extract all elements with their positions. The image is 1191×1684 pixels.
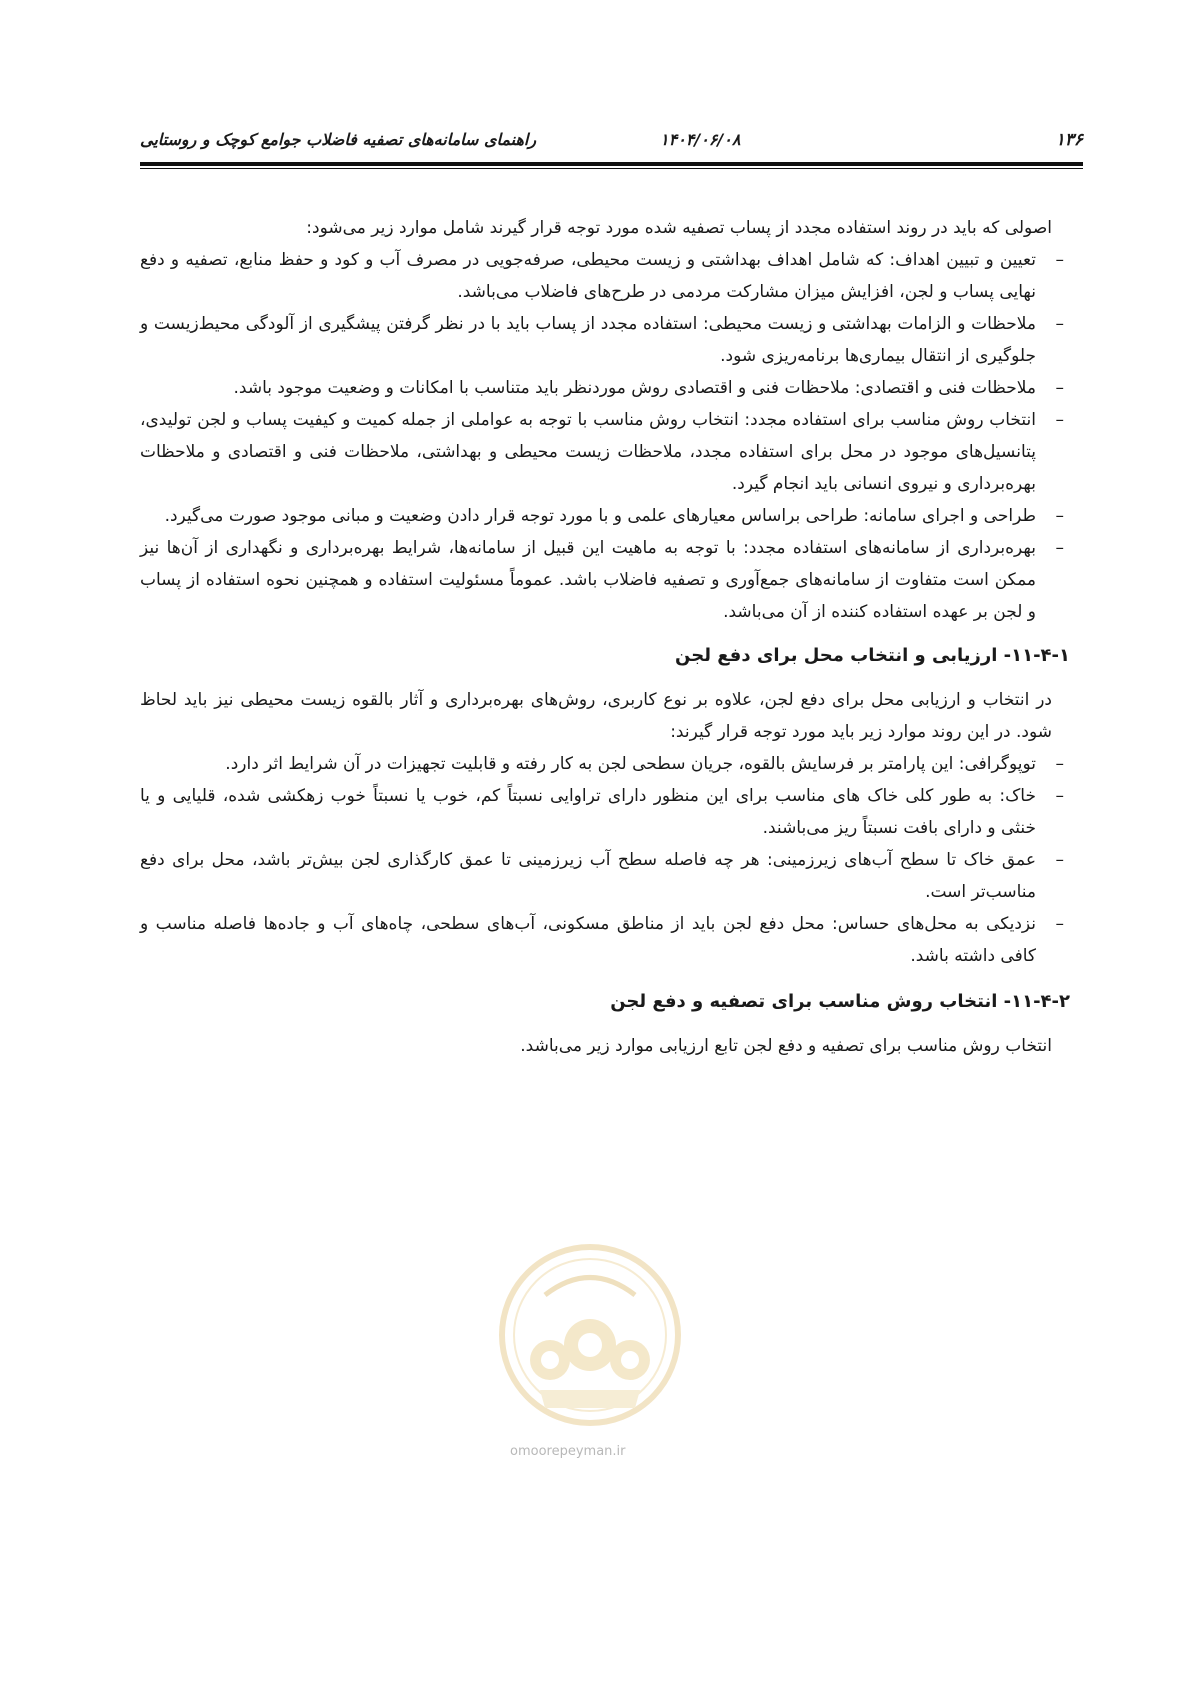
- header-date: ۱۴۰۴/۰۶/۰۸: [660, 130, 741, 149]
- list-item: – انتخاب روش مناسب برای استفاده مجدد: انتخاب روش مناسب با توجه به عواملی از جمله کمیت و کیفیت پساب و لجن تولیدی، پتانسیل‌های موجود در محل برای استفاده مجدد، ملاحظات زیست محیطی و بهداشتی، ملاحظات فنی و اقتصادی و ملاحظات بهره‌برداری و نیروی انسانی باید انجام گیرد.: [140, 404, 1070, 500]
- list-item: – بهره‌برداری از سامانه‌های استفاده مجدد: با توجه به ماهیت این قبیل از سامانه‌ها، شرایط بهره‌برداری و نگهداری از آن‌ها نیز ممکن است متفاوت از سامانه‌های جمع‌آوری و تصفیه فاضلاب باشد. عموماً مسئولیت استفاده و همچنین نحوه استفاده از پساب و لجن بر عهده استفاده کننده از آن می‌باشد.: [140, 532, 1070, 628]
- section2-text: انتخاب روش مناسب برای تصفیه و دفع لجن تابع ارزیابی موارد زیر می‌باشد.: [520, 1036, 1052, 1056]
- list-item: – ملاحظات فنی و اقتصادی: ملاحظات فنی و اقتصادی روش موردنظر باید متناسب با امکانات و وضعیت موجود باشد.: [140, 372, 1070, 404]
- site-criteria-list: [140, 748, 1070, 972]
- page-number: ۱۳۶: [1055, 130, 1083, 150]
- intro-paragraph: اصولی که باید در روند استفاده مجدد از پساب تصفیه شده مورد توجه قرار گیرند شامل موارد زیر می‌شود:: [306, 218, 1052, 238]
- header-title: راهنمای سامانه‌های تصفیه فاضلاب جوامع کوچک و روستایی: [140, 130, 537, 149]
- header-rule-thin: [140, 168, 1083, 169]
- principles-list: [140, 244, 1070, 628]
- section-heading-sludge-site: ۱۱-۴-۱- ارزیابی و انتخاب محل برای دفع لجن: [675, 645, 1070, 666]
- list-item: – خاک: به طور کلی خاک های مناسب برای این منظور دارای تراوایی نسبتاً کم، خوب یا نسبتاً خوب زهکشی شده، قلیایی و یا خنثی و دارای بافت نسبتاً ریز می‌باشند.: [140, 780, 1070, 844]
- list-item: – طراحی و اجرای سامانه: طراحی براساس معیارهای علمی و با مورد توجه قرار دادن وضعیت و مبانی موجود صورت می‌گیرد.: [140, 500, 1070, 532]
- watermark-logo-icon: [495, 1240, 685, 1430]
- watermark-url: omoorepeyman.ir: [510, 1444, 626, 1459]
- document-body: [140, 212, 1070, 1062]
- list-item: – عمق خاک تا سطح آب‌های زیرزمینی: هر چه فاصله سطح آب زیرزمینی تا عمق کارگذاری لجن بیش‌تر باشد، محل برای دفع مناسب‌تر است.: [140, 844, 1070, 908]
- list-item: – نزدیکی به محل‌های حساس: محل دفع لجن باید از مناطق مسکونی، آب‌های سطحی، چاه‌های آب و جاده‌ها فاصله مناسب و کافی داشته باشد.: [140, 908, 1070, 972]
- section-heading-treatment-method: ۱۱-۴-۲- انتخاب روش مناسب برای تصفیه و دفع لجن: [610, 991, 1070, 1012]
- header-rule-thick: [140, 162, 1083, 166]
- list-item: – ملاحظات و الزامات بهداشتی و زیست محیطی: استفاده مجدد از پساب باید با در نظر گرفتن پیشگیری از آلودگی محیط‌زیست و جلوگیری از انتقال بیماری‌ها برنامه‌ریزی شود.: [140, 308, 1070, 372]
- page-header: [140, 124, 1083, 160]
- list-item: – توپوگرافی: این پارامتر بر فرسایش بالقوه، جریان سطحی لجن به کار رفته و قابلیت تجهیزات در آن شرایط اثر دارد.: [140, 748, 1070, 780]
- list-item: – تعیین و تبیین اهداف: که شامل اهداف بهداشتی و زیست محیطی، صرفه‌جویی در مصرف آب و کود و حفظ منابع، تصفیه و دفع نهایی پساب و لجن، افزایش میزان مشارکت مردمی در طرح‌های فاضلاب می‌باشد.: [140, 244, 1070, 308]
- section1-intro: در انتخاب و ارزیابی محل برای دفع لجن، علاوه بر نوع کاربری، روش‌های بهره‌برداری و آثار بالقوه زیست محیطی نیز باید لحاظ شود. در این روند موارد زیر باید مورد توجه قرار گیرند:: [140, 690, 1052, 742]
